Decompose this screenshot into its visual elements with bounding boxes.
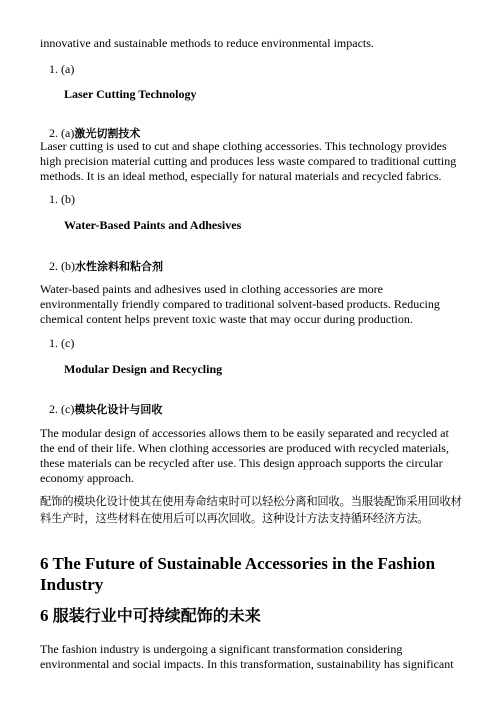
list-number-c-2-label: 2. (c) [49, 402, 75, 416]
paragraph-modular-design-cn: 配饰的模块化设计使其在使用寿命结束时可以轻松分离和回收。当服装配饰采用回收材料生产时，这些材料在使用后可以再次回收。这种设计方法支持循环经济方法。 [40, 495, 462, 525]
list-number-c-1: 1. (c) [49, 336, 75, 350]
paragraph-future: The fashion industry is undergoing a significant transformation considering environmental and social impacts. In this transformation, sustainability has significant [40, 642, 454, 671]
paragraph-modular-design: The modular design of accessories allows them to be easily separated and recycled at the end of their life. When clothing accessories are produced with recycled materials, these materials can be recycled after use. This design approach supports the circular economy approach. [40, 426, 449, 485]
list-number-c-2 [49, 402, 162, 417]
list-number-b-2-label: 2. (b) [49, 259, 75, 273]
section-heading-future-cn [40, 605, 470, 626]
subheading-water-based-cn: 水性涂料和粘合剂 [75, 260, 163, 273]
section-heading-future-cn-number: 6 [40, 606, 53, 625]
paragraph-water-based: Water-based paints and adhesives used in clothing accessories are more environmentally friendly compared to traditional solvent-based products. Reducing chemical content helps prevent toxic waste that may occur during production. [40, 282, 440, 326]
subheading-modular-design-cn: 模块化设计与回收 [74, 403, 163, 416]
section-heading-future: 6 The Future of Sustainable Accessories in the Fashion Industry [40, 554, 436, 594]
list-number-b-2 [49, 259, 163, 274]
subheading-laser-cutting-cn: 激光切割技术 [74, 127, 141, 140]
subheading-laser-cutting: Laser Cutting Technology [64, 87, 197, 101]
paragraph-laser-cutting: Laser cutting is used to cut and shape clothing accessories. This technology provides high precision material cutting and produces less waste compared to traditional cutting methods. It is an ideal method, especially for natural materials and recycled fabrics. [40, 139, 457, 183]
paragraph-intro-tail: innovative and sustainable methods to reduce environmental impacts. [40, 36, 374, 50]
list-number-b-1: 1. (b) [49, 192, 75, 206]
list-number-a-2-label: 2. (a) [49, 126, 75, 140]
subheading-water-based: Water-Based Paints and Adhesives [64, 218, 242, 232]
subheading-modular-design: Modular Design and Recycling [64, 362, 223, 376]
section-heading-future-cn-text: 服装行业中可持续配饰的未来 [52, 606, 261, 625]
list-number-a-1: 1. (a) [49, 62, 75, 76]
